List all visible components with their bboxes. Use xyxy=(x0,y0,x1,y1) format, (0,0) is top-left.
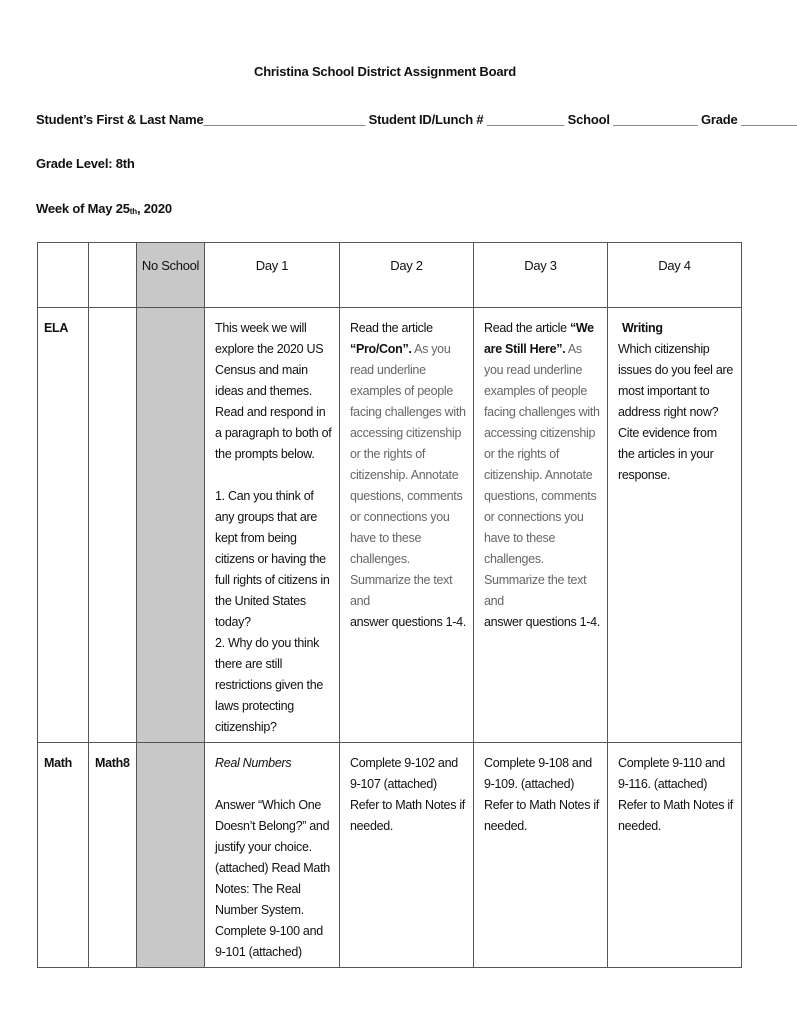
grade-field-label: Grade _______ xyxy=(700,112,791,127)
week-suffix-ordinal: th xyxy=(129,207,137,216)
name-field-label: Student’s First & Last Name_______________________ xyxy=(36,112,366,127)
header-day-2: Day 2 xyxy=(340,243,474,308)
header-day-3: Day 3 xyxy=(474,243,608,308)
math-day-1 xyxy=(205,743,340,968)
math-day-4: Complete 9-110 and 9-116. (attached) Refer to Math Notes if needed. xyxy=(608,743,742,968)
ela-no-school-cell xyxy=(137,308,205,743)
header-row xyxy=(38,243,742,308)
page-title: Christina School District Assignment Board xyxy=(254,64,516,79)
subject-ela: ELA xyxy=(38,308,89,743)
math-no-school-cell xyxy=(137,743,205,968)
header-blank-cell xyxy=(38,243,89,308)
header-blank-cell xyxy=(89,243,137,308)
grade-level: Grade Level: 8th xyxy=(36,156,135,171)
week-prefix: Week of May 25 xyxy=(36,201,130,216)
ela-day-4 xyxy=(608,308,742,743)
header-no-school: No School xyxy=(137,243,205,308)
ela-day3-body: As you read underline examples of people facing challenges with accessing citizenship or the rights of citizenship. Annotate questions, comments or connections you have to these challenges. Summarize the text and xyxy=(484,342,600,608)
week-of xyxy=(36,201,172,216)
ela-day4-heading: Writing xyxy=(622,321,663,335)
math-row xyxy=(38,743,742,968)
week-year: , 2020 xyxy=(136,201,172,216)
ela-day3-lead: Read the article xyxy=(484,321,570,335)
student-info-line xyxy=(36,112,797,127)
subject-math: Math xyxy=(38,743,89,968)
course-math8: Math8 xyxy=(89,743,137,968)
ela-day1-question-1: 1. Can you think of any groups that are kept from being citizens or having the full rights of citizens in the United States today? xyxy=(215,489,330,629)
math-day1-body: Answer “Which One Doesn’t Belong?” and justify your choice. (attached) Read Math Notes: The Real Number System. Complete 9-100 and 9-101 (attached) xyxy=(215,798,330,959)
ela-day2-article: “Pro/Con”. xyxy=(350,342,412,356)
ela-day3-article: “We are Still Here”. xyxy=(484,321,594,356)
school-field-label: School ____________ xyxy=(567,112,698,127)
ela-course-cell xyxy=(89,308,137,743)
ela-day-3 xyxy=(474,308,608,743)
ela-day1-intro: This week we will explore the 2020 US Census and main ideas and themes. Read and respond in a paragraph to both of the prompts below. xyxy=(215,321,332,461)
ela-day4-body: Which citizenship issues do you feel are most important to address right now? Cite evidence from the articles in your response. xyxy=(618,342,734,482)
assignment-board-table xyxy=(37,242,742,968)
ela-day2-tail: answer questions 1-4. xyxy=(350,615,466,629)
ela-day3-tail: answer questions 1-4. xyxy=(484,615,600,629)
math-day-3: Complete 9-108 and 9-109. (attached) Refer to Math Notes if needed. xyxy=(474,743,608,968)
math-day1-heading: Real Numbers xyxy=(215,756,292,770)
ela-day2-body: As you read underline examples of people facing challenges with accessing citizenship or the rights of citizenship. Annotate questions, comments or connections you have to these challenges. Summarize the text and xyxy=(350,342,466,608)
math-day-2: Complete 9-102 and 9-107 (attached) Refer to Math Notes if needed. xyxy=(340,743,474,968)
header-day-4: Day 4 xyxy=(608,243,742,308)
ela-row xyxy=(38,308,742,743)
ela-day-2 xyxy=(340,308,474,743)
id-field-label: Student ID/Lunch # ___________ xyxy=(368,112,565,127)
ela-day1-question-2: 2. Why do you think there are still restrictions given the laws protecting citizenship? xyxy=(215,636,324,734)
ela-day2-lead: Read the article xyxy=(350,321,433,335)
ela-day-1 xyxy=(205,308,340,743)
trailing-blank: _ xyxy=(790,112,797,127)
header-day-1: Day 1 xyxy=(205,243,340,308)
